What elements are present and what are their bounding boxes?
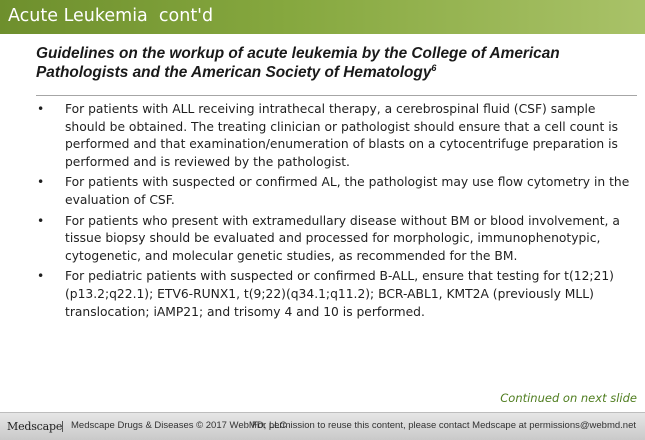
- bullet-marker: •: [37, 269, 45, 284]
- slide-footer: [0, 412, 645, 440]
- bullet-marker: •: [37, 175, 45, 190]
- medscape-logo: Medscape: [7, 420, 63, 433]
- slide-header-bar: [0, 0, 645, 34]
- bullet-marker: •: [37, 102, 45, 116]
- footer-copyright: Medscape Drugs & Diseases © 2017 WebMD, LLC: [71, 420, 287, 431]
- slide-heading-text: Guidelines on the workup of acute leukemia by the College of American Pathologists and the American Society of Hematology: [36, 45, 560, 81]
- footer-permission-notice: For permission to reuse this content, please contact Medscape at permissions@webmd.net: [251, 420, 636, 431]
- guideline-bullet-list: [34, 101, 637, 324]
- bullet-text: For patients with suspected or confirmed AL, the pathologist may use flow cytometry in the evaluation of CSF.: [65, 175, 630, 207]
- bullet-item-flow-cytometry: [34, 174, 637, 209]
- slide-heading: [36, 44, 616, 82]
- citation-superscript: 6: [431, 63, 437, 73]
- continued-next-slide-label: Continued on next slide: [500, 391, 637, 405]
- slide-header-title: Acute Leukemia cont'd: [8, 6, 214, 26]
- bullet-marker: •: [37, 213, 45, 228]
- bullet-item-csf-sample: [34, 101, 637, 171]
- bullet-item-tissue-biopsy: [34, 213, 637, 266]
- footer-separator: [62, 421, 63, 432]
- bullet-text: For patients who present with extramedullary disease without BM or blood involvement, a tissue biopsy should be evaluated and processed for morphologic, immunophenotypic, cytogenetic, and molecular genetic studies, as recommended for the BM.: [65, 213, 620, 263]
- bullet-text: For pediatric patients with suspected or confirmed B-ALL, ensure that testing for t(12;21)(p13.2;q22.1); ETV6-RUNX1, t(9;22)(q34.1;q11.2); BCR-ABL1, KMT2A (previously MLL) translocation; iAMP21; and trisomy 4 and 10 is performed.: [65, 269, 614, 319]
- bullet-item-pediatric-testing: [34, 268, 637, 321]
- bullet-text: For patients with ALL receiving intrathecal therapy, a cerebrospinal fluid (CSF) sample should be obtained. The treating clinician or pathologist should ensure that a cell count is performed and that examination/enumeration of blasts on a cytocentrifuge preparation is performed and is reviewed by the pathologist.: [65, 102, 619, 169]
- heading-divider: [36, 95, 637, 96]
